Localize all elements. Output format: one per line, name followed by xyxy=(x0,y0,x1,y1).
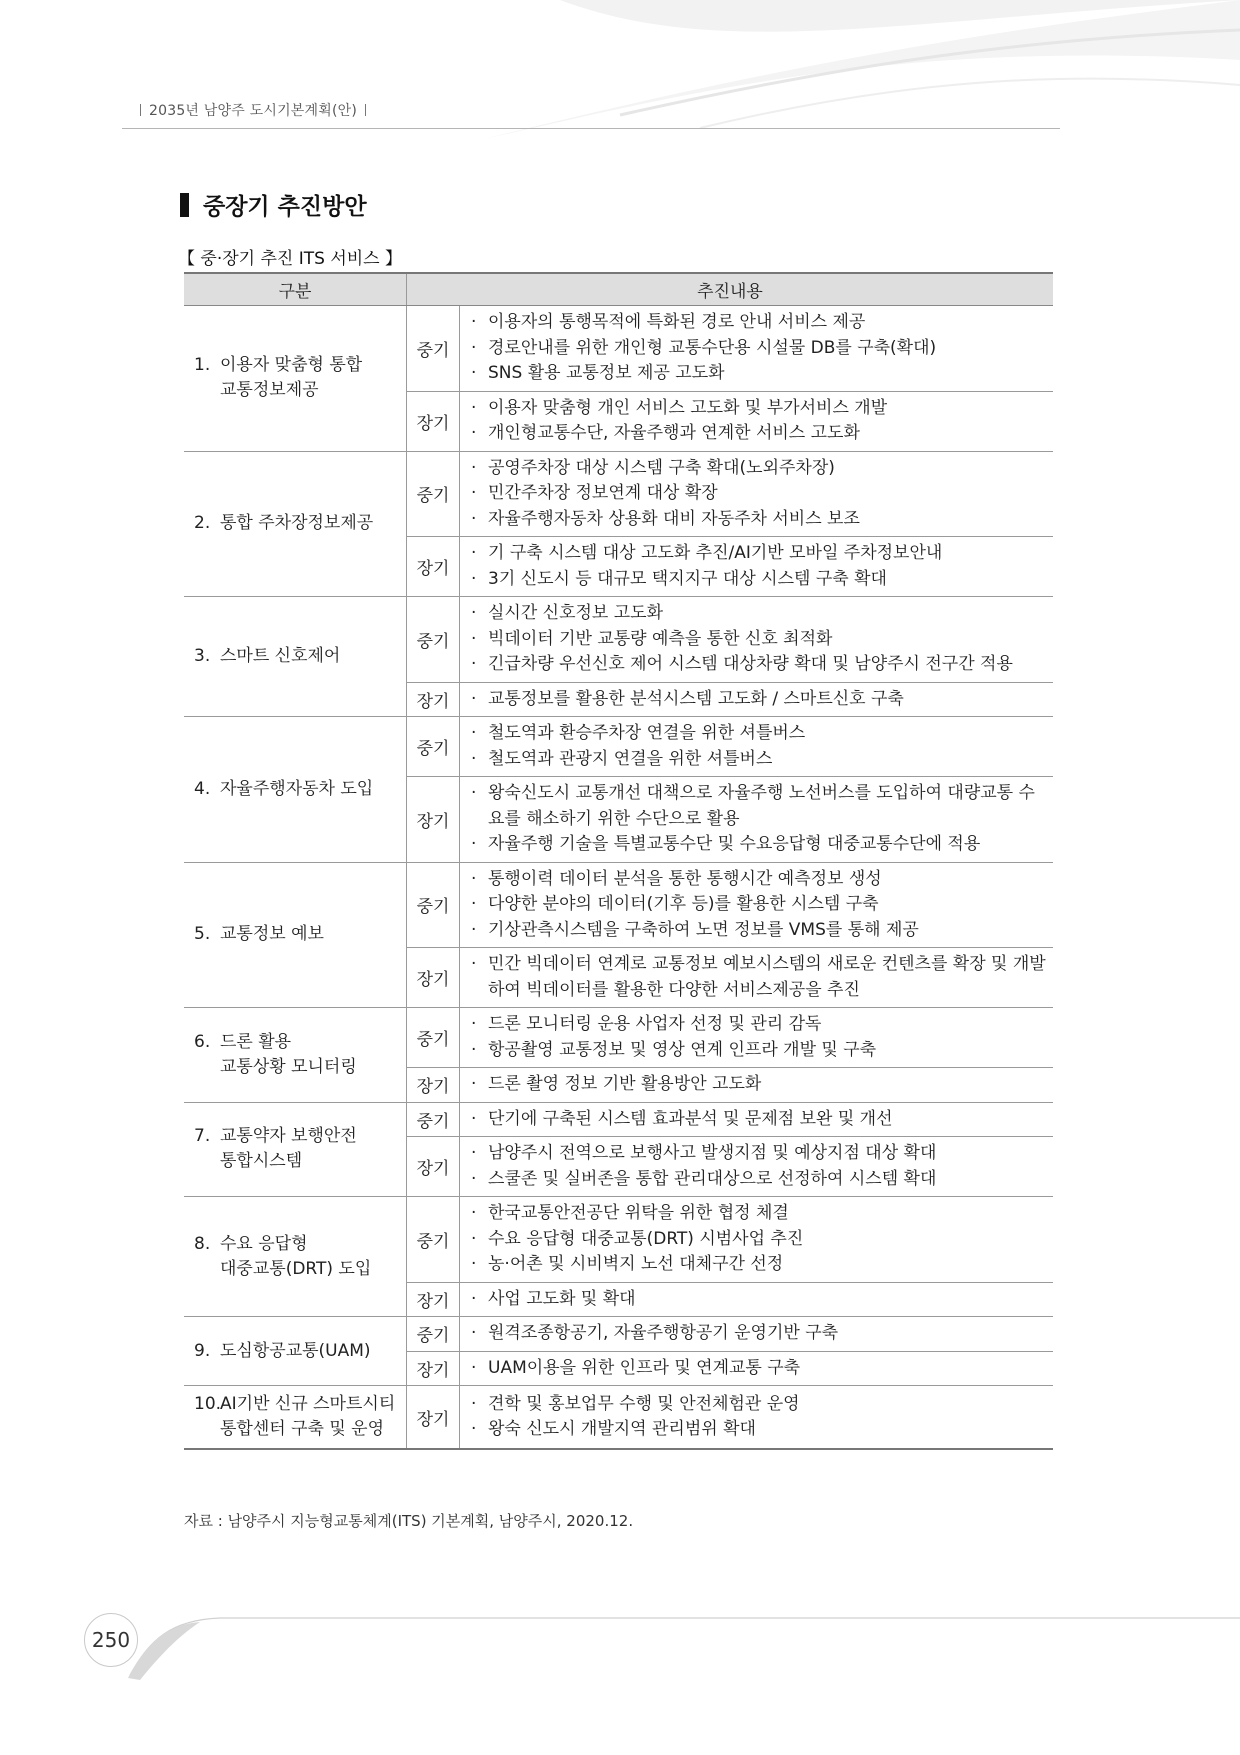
period-cell: 장기 xyxy=(407,1386,460,1450)
content-list xyxy=(468,1287,1047,1313)
section-marker xyxy=(180,193,189,217)
list-item: · SNS 활용 교통정보 제공 고도화 xyxy=(468,361,1047,387)
list-item: · 실시간 신호정보 고도화 xyxy=(468,601,1047,627)
period-cell: 장기 xyxy=(407,1351,460,1386)
list-item: · 통행이력 데이터 분석을 통한 통행시간 예측정보 생성 xyxy=(468,867,1047,893)
list-item: · 드론 모니터링 운용 사업자 선정 및 관리 감독 xyxy=(468,1012,1047,1038)
list-item: · 수요 응답형 대중교통(DRT) 시범사업 추진 xyxy=(468,1227,1047,1253)
list-item: · 원격조종항공기, 자율주행항공기 운영기반 구축 xyxy=(468,1321,1047,1347)
its-service-table xyxy=(184,272,1053,1450)
period-cell: 장기 xyxy=(407,1282,460,1317)
content-cell xyxy=(460,1102,1054,1137)
header-bar-right xyxy=(365,104,366,116)
period-cell: 중기 xyxy=(407,1317,460,1352)
content-cell xyxy=(460,777,1054,863)
list-item: · 농·어촌 및 시비벽지 노선 대체구간 선정 xyxy=(468,1252,1047,1278)
content-list xyxy=(468,1392,1047,1443)
list-item: · UAM이용을 위한 인프라 및 연계교통 구축 xyxy=(468,1356,1047,1382)
content-list xyxy=(468,1072,1047,1098)
content-list xyxy=(468,867,1047,944)
category-number: 10. xyxy=(194,1394,222,1414)
table-row xyxy=(184,306,1053,392)
content-cell xyxy=(460,1137,1054,1197)
content-list xyxy=(468,456,1047,533)
period-cell: 중기 xyxy=(407,862,460,948)
category-label-continued: 통합센터 구축 및 운영 xyxy=(220,1419,385,1439)
category-cell xyxy=(184,451,407,597)
content-list xyxy=(468,1321,1047,1347)
period-cell: 중기 xyxy=(407,717,460,777)
content-list xyxy=(468,952,1047,1003)
content-list xyxy=(468,1141,1047,1192)
list-item: · 단기에 구축된 시스템 효과분석 및 문제점 보완 및 개선 xyxy=(468,1107,1047,1133)
list-item: · 경로안내를 위한 개인형 교통수단용 시설물 DB를 구축(확대) xyxy=(468,336,1047,362)
list-item: · 빅데이터 기반 교통량 예측을 통한 신호 최적화 xyxy=(468,627,1047,653)
list-item: · 긴급차량 우선신호 제어 시스템 대상차량 확대 및 남양주시 전구간 적용 xyxy=(468,652,1047,678)
category-number: 9. xyxy=(194,1340,211,1361)
footer-wave-decoration xyxy=(0,1600,1240,1755)
period-cell: 중기 xyxy=(407,1197,460,1283)
category-label: 스마트 신호제어 xyxy=(220,646,341,666)
table-body xyxy=(184,306,1053,1450)
list-item: · 자율주행 기술을 특별교통수단 및 수요응답형 대중교통수단에 적용 xyxy=(468,832,1047,858)
category-number: 7. xyxy=(194,1126,211,1147)
table-row xyxy=(184,1317,1053,1352)
header-category: 구분 xyxy=(184,273,407,306)
list-item: · 견학 및 홍보업무 수행 및 안전체험관 운영 xyxy=(468,1392,1047,1418)
list-item: · 왕숙신도시 교통개선 대책으로 자율주행 노선버스를 도입하여 대량교통 수요를 해소하기 위한 수단으로 활용 xyxy=(468,781,1047,832)
category-cell xyxy=(184,717,407,863)
category-number: 5. xyxy=(194,924,211,945)
category-label: 교통정보 예보 xyxy=(220,924,324,945)
category-cell xyxy=(184,1317,407,1386)
list-item: · 3기 신도시 등 대규모 택지지구 대상 시스템 구축 확대 xyxy=(468,567,1047,593)
list-item: · 한국교통안전공단 위탁을 위한 협정 체결 xyxy=(468,1201,1047,1227)
category-number: 4. xyxy=(194,778,211,799)
table-row xyxy=(184,451,1053,537)
category-cell xyxy=(184,1008,407,1103)
period-cell: 중기 xyxy=(407,597,460,683)
list-item: · 기상관측시스템을 구축하여 노면 정보를 VMS를 통해 제공 xyxy=(468,918,1047,944)
content-list xyxy=(468,601,1047,678)
category-cell xyxy=(184,1386,407,1450)
content-list xyxy=(468,687,1047,713)
list-item: · 민간 빅데이터 연계로 교통정보 예보시스템의 새로운 컨텐츠를 확장 및 개발하여 빅데이터를 활용한 다양한 서비스제공을 추진 xyxy=(468,952,1047,1003)
content-cell xyxy=(460,1197,1054,1283)
table-row xyxy=(184,1102,1053,1137)
content-list xyxy=(468,1201,1047,1278)
period-cell: 장기 xyxy=(407,1137,460,1197)
content-list xyxy=(468,1012,1047,1063)
category-label: 이용자 맞춤형 통합 xyxy=(220,355,363,376)
category-label: 자율주행자동차 도입 xyxy=(220,778,374,799)
running-header xyxy=(132,100,374,120)
list-item: · 교통정보를 활용한 분석시스템 고도화 / 스마트신호 구축 xyxy=(468,687,1047,713)
table-row xyxy=(184,1386,1053,1450)
table-row xyxy=(184,1197,1053,1283)
content-cell xyxy=(460,391,1054,451)
table-row xyxy=(184,717,1053,777)
table-row xyxy=(184,1008,1053,1068)
content-cell xyxy=(460,682,1054,717)
category-label: AI기반 신규 스마트시티 xyxy=(220,1394,396,1414)
list-item: · 이용자의 통행목적에 특화된 경로 안내 서비스 제공 xyxy=(468,310,1047,336)
header-content: 추진내용 xyxy=(407,273,1054,306)
category-label-continued: 교통정보제공 xyxy=(220,380,319,401)
content-list xyxy=(468,1107,1047,1133)
category-label: 도심항공교통(UAM) xyxy=(220,1340,371,1361)
period-cell: 장기 xyxy=(407,777,460,863)
category-label-continued: 대중교통(DRT) 도입 xyxy=(220,1258,372,1279)
list-item: · 스쿨존 및 실버존을 통합 관리대상으로 선정하여 시스템 확대 xyxy=(468,1167,1047,1193)
header-bar-left xyxy=(140,104,141,116)
category-cell xyxy=(184,1102,407,1197)
period-cell: 중기 xyxy=(407,306,460,392)
content-list xyxy=(468,1356,1047,1382)
section-title-text: 중장기 추진방안 xyxy=(203,194,367,220)
category-cell xyxy=(184,1197,407,1317)
header-rule xyxy=(122,128,1060,129)
list-item: · 철도역과 환승주차장 연결을 위한 셔틀버스 xyxy=(468,721,1047,747)
list-item: · 이용자 맞춤형 개인 서비스 고도화 및 부가서비스 개발 xyxy=(468,396,1047,422)
list-item: · 자율주행자동차 상용화 대비 자동주차 서비스 보조 xyxy=(468,507,1047,533)
content-cell xyxy=(460,537,1054,597)
content-cell xyxy=(460,717,1054,777)
header-title: 2035년 남양주 도시기본계획(안) xyxy=(149,103,358,119)
category-label: 통합 주차장정보제공 xyxy=(220,513,374,534)
list-item: · 민간주차장 정보연계 대상 확장 xyxy=(468,481,1047,507)
period-cell: 장기 xyxy=(407,537,460,597)
page-number: 250 xyxy=(84,1613,138,1667)
list-item: · 공영주차장 대상 시스템 구축 확대(노외주차장) xyxy=(468,456,1047,482)
category-label-continued: 교통상황 모니터링 xyxy=(220,1056,357,1077)
table-row xyxy=(184,862,1053,948)
content-cell xyxy=(460,1317,1054,1352)
period-cell: 장기 xyxy=(407,682,460,717)
content-list xyxy=(468,396,1047,447)
period-cell: 중기 xyxy=(407,1008,460,1068)
list-item: · 항공촬영 교통정보 및 영상 연계 인프라 개발 및 구축 xyxy=(468,1038,1047,1064)
category-label-continued: 통합시스템 xyxy=(220,1151,303,1172)
content-cell xyxy=(460,1282,1054,1317)
list-item: · 철도역과 관광지 연결을 위한 셔틀버스 xyxy=(468,747,1047,773)
category-label: 교통약자 보행안전 xyxy=(220,1126,357,1147)
content-list xyxy=(468,310,1047,387)
period-cell: 장기 xyxy=(407,391,460,451)
list-item: · 사업 고도화 및 확대 xyxy=(468,1287,1047,1313)
table-row xyxy=(184,597,1053,683)
category-number: 3. xyxy=(194,646,211,666)
content-cell xyxy=(460,862,1054,948)
period-cell: 장기 xyxy=(407,1068,460,1103)
content-list xyxy=(468,781,1047,858)
category-number: 6. xyxy=(194,1031,211,1052)
category-number: 2. xyxy=(194,513,211,534)
content-list xyxy=(468,721,1047,772)
category-cell xyxy=(184,597,407,717)
content-cell xyxy=(460,1008,1054,1068)
content-cell xyxy=(460,948,1054,1008)
period-cell: 중기 xyxy=(407,1102,460,1137)
category-label: 드론 활용 xyxy=(220,1031,292,1052)
list-item: · 다양한 분야의 데이터(기후 등)를 활용한 시스템 구축 xyxy=(468,892,1047,918)
period-cell: 중기 xyxy=(407,451,460,537)
category-label: 수요 응답형 xyxy=(220,1233,308,1254)
period-cell: 장기 xyxy=(407,948,460,1008)
content-cell xyxy=(460,1351,1054,1386)
content-cell xyxy=(460,306,1054,392)
table-caption: 【 중·장기 추진 ITS 서비스 】 xyxy=(178,249,402,269)
list-item: · 개인형교통수단, 자율주행과 연계한 서비스 고도화 xyxy=(468,421,1047,447)
list-item: · 남양주시 전역으로 보행사고 발생지점 및 예상지점 대상 확대 xyxy=(468,1141,1047,1167)
category-number: 1. xyxy=(194,355,211,376)
section-title xyxy=(180,188,367,221)
category-cell xyxy=(184,306,407,452)
content-cell xyxy=(460,597,1054,683)
list-item: · 왕숙 신도시 개발지역 관리범위 확대 xyxy=(468,1417,1047,1443)
content-cell xyxy=(460,1068,1054,1103)
content-cell xyxy=(460,451,1054,537)
list-item: · 드론 촬영 정보 기반 활용방안 고도화 xyxy=(468,1072,1047,1098)
content-cell xyxy=(460,1386,1054,1450)
category-cell xyxy=(184,862,407,1008)
content-list xyxy=(468,541,1047,592)
list-item: · 기 구축 시스템 대상 고도화 추진/AI기반 모바일 주차정보안내 xyxy=(468,541,1047,567)
category-number: 8. xyxy=(194,1233,211,1254)
source-note: 자료 : 남양주시 지능형교통체계(ITS) 기본계획, 남양주시, 2020.12. xyxy=(184,1512,634,1530)
